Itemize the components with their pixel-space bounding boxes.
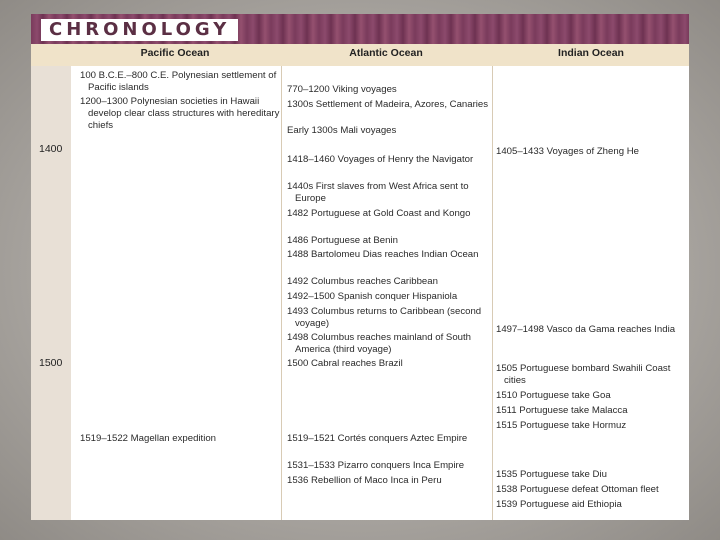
atlantic-entry: 1498 Columbus reaches mainland of South America (third voyage): [287, 332, 471, 355]
indian-entry: 1535 Portuguese take Diu: [496, 469, 607, 480]
atlantic-entry: 1493 Columbus returns to Caribbean (second voyage): [287, 306, 482, 329]
pacific-entry: 100 B.C.E.–800 C.E. Polynesian settlement of Pacific islands: [80, 70, 277, 93]
atlantic-entry: 770–1200 Viking voyages: [287, 84, 397, 95]
atlantic-entry: 1531–1533 Pizarro conquers Inca Empire: [287, 460, 465, 471]
atlantic-entry: 1482 Portuguese at Gold Coast and Kongo: [287, 208, 471, 219]
atlantic-entry: Early 1300s Mali voyages: [287, 125, 397, 136]
atlantic-entry: 1440s First slaves from West Africa sent to Europe: [287, 181, 469, 204]
atlantic-entry: 1300s Settlement of Madeira, Azores, Canaries: [287, 99, 489, 110]
indian-entry: 1510 Portuguese take Goa: [496, 390, 611, 401]
year-label-1500: 1500: [39, 357, 63, 369]
atlantic-entry: 1536 Rebellion of Maco Inca in Peru: [287, 475, 442, 486]
page-title: CHRONOLOGY: [41, 19, 238, 41]
year-axis: [31, 66, 71, 520]
column-header-pacific: Pacific Ocean: [140, 47, 210, 59]
atlantic-entry: 1500 Cabral reaches Brazil: [287, 358, 403, 369]
indian-entry: 1511 Portuguese take Malacca: [496, 405, 628, 416]
chronology-slide: [31, 14, 689, 520]
indian-entry: 1538 Portuguese defeat Ottoman fleet: [496, 484, 659, 495]
indian-entry: 1497–1498 Vasco da Gama reaches India: [496, 324, 676, 335]
indian-entry: 1405–1433 Voyages of Zheng He: [496, 146, 639, 157]
column-header-indian: Indian Ocean: [558, 47, 624, 59]
atlantic-entry: 1486 Portuguese at Benin: [287, 235, 398, 246]
atlantic-entry: 1418–1460 Voyages of Henry the Navigator: [287, 154, 474, 165]
atlantic-entry: 1519–1521 Cortés conquers Aztec Empire: [287, 433, 468, 444]
year-label-1400: 1400: [39, 143, 63, 155]
indian-entry: 1505 Portuguese bombard Swahili Coast cities: [496, 363, 671, 386]
indian-entry: 1539 Portuguese aid Ethiopia: [496, 499, 622, 510]
title-banner: [31, 14, 689, 44]
pacific-entry: 1200–1300 Polynesian societies in Hawaii develop clear class structures with hereditary chiefs: [80, 96, 280, 131]
atlantic-entry: 1488 Bartolomeu Dias reaches Indian Ocean: [287, 249, 479, 260]
column-header-atlantic: Atlantic Ocean: [349, 47, 423, 59]
pacific-entry: 1519–1522 Magellan expedition: [80, 433, 217, 444]
indian-entry: 1515 Portuguese take Hormuz: [496, 420, 627, 431]
atlantic-entry: 1492–1500 Spanish conquer Hispaniola: [287, 291, 458, 302]
atlantic-entry: 1492 Columbus reaches Caribbean: [287, 276, 438, 287]
column-divider: [281, 66, 282, 520]
